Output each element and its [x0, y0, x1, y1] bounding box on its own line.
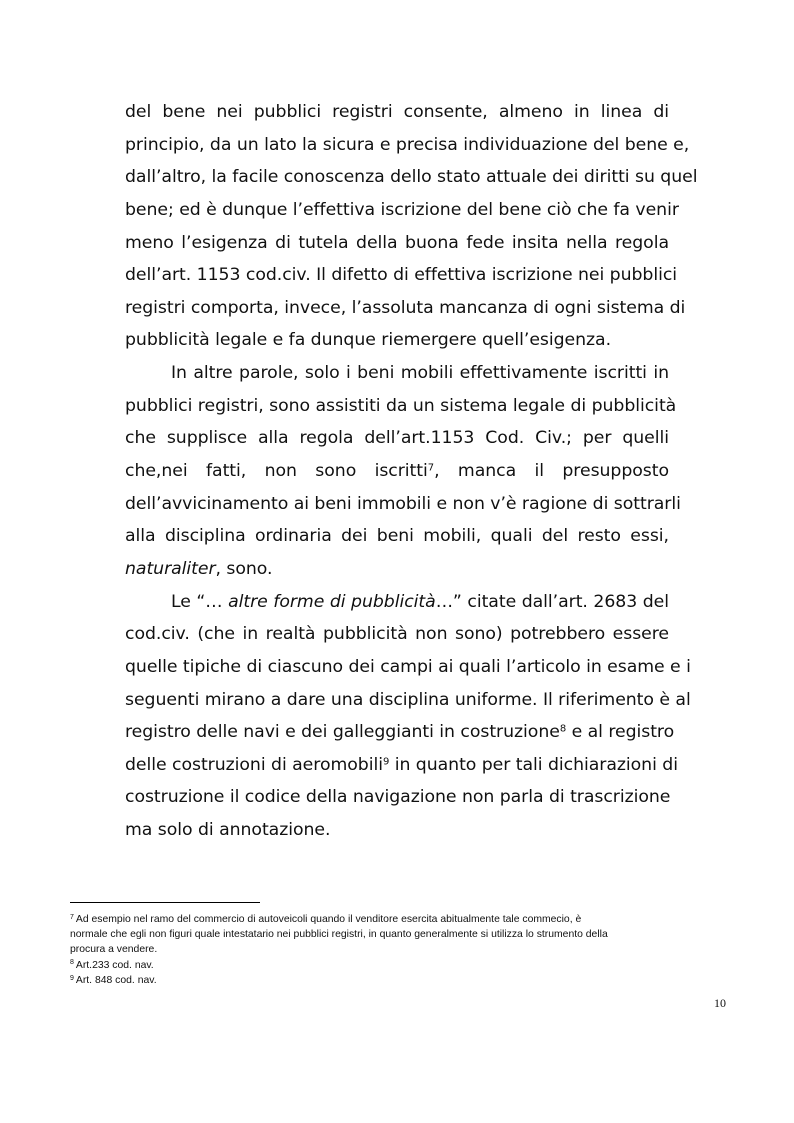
text-line: seguenti mirano a dare una disciplina uniforme. Il riferimento è al: [125, 689, 691, 710]
italic-term: naturaliter: [125, 558, 216, 579]
footnote-8: [70, 958, 726, 973]
footnote-text: Art.233 cod. nav.: [75, 959, 154, 971]
text-line: ma solo di annotazione.: [125, 820, 331, 841]
footnotes: [70, 912, 726, 988]
text-segment: , sono.: [215, 558, 273, 579]
text-segment: registro delle navi e dei galleggianti in costruzione: [125, 722, 560, 743]
text-line: dell’art. 1153 cod.civ. Il difetto di effettiva iscrizione nei pubblici: [125, 265, 678, 286]
text-line: che supplisce alla regola dell’art.1153 Cod. Civ.; per quelli: [125, 428, 669, 449]
text-line: pubblicità legale e fa dunque riemergere quell’esigenza.: [125, 330, 612, 351]
text-line: dall’altro, la facile conoscenza dello stato attuale dei diritti su quel: [125, 167, 698, 188]
text-line: bene; ed è dunque l’effettiva iscrizione del bene ciò che fa venir: [125, 199, 679, 220]
text-segment: , manca il presupposto: [434, 461, 669, 482]
text-line: pubblici registri, sono assistiti da un sistema legale di pubblicità: [125, 395, 677, 416]
text-line: cod.civ. (che in realtà pubblicità non sono) potrebbero essere: [125, 624, 669, 645]
footnote-ref-9[interactable]: 9: [382, 756, 390, 768]
text-line: alla disciplina ordinaria dei beni mobili, quali del resto essi,: [125, 526, 669, 547]
footnote-number: 8: [70, 959, 74, 967]
text-line: [125, 749, 678, 782]
text-line: meno l’esigenza di tutela della buona fede insita nella regola: [125, 232, 669, 253]
body-text: [125, 96, 698, 847]
text-line: [125, 553, 669, 586]
text-segment: delle costruzioni di aeromobili: [125, 754, 383, 775]
text-segment: Le “…: [171, 591, 229, 612]
text-segment: …” citate dall’art. 2683 del: [435, 591, 669, 612]
page-number: 10: [714, 996, 726, 1010]
text-segment: in quanto per tali dichiarazioni di: [389, 754, 678, 775]
footnote-9: [70, 973, 726, 988]
text-line: costruzione il codice della navigazione non parla di trascrizione: [125, 787, 671, 808]
text-line: In altre parole, solo i beni mobili effettivamente iscritti in: [171, 363, 669, 384]
text-line: registri comporta, invece, l’assoluta mancanza di ogni sistema di: [125, 297, 686, 318]
footnote-7-continued: normale che egli non figuri quale intestatario nei pubblici registri, in quanto generalmente si utilizza lo strumento della: [70, 929, 608, 941]
text-line: [125, 455, 669, 488]
footnote-ref-8[interactable]: 8: [559, 723, 567, 735]
footnote-7-continued: procura a vendere.: [70, 944, 158, 956]
footnote-number: 7: [70, 913, 74, 921]
text-segment: e al registro: [566, 722, 675, 743]
footnote-separator: [70, 902, 260, 903]
footnote-7: [70, 912, 726, 927]
text-segment: che,nei fatti, non sono iscritti: [125, 461, 428, 482]
text-line: dell’avvicinamento ai beni immobili e non v’è ragione di sottrarli: [125, 493, 681, 514]
text-line: [125, 716, 675, 749]
text-line: quelle tipiche di ciascuno dei campi ai quali l’articolo in esame e i: [125, 656, 691, 677]
footnote-text: Art. 848 cod. nav.: [75, 974, 157, 986]
footnote-text: Ad esempio nel ramo del commercio di autoveicoli quando il venditore esercita abitualmente tale commecio, è: [75, 914, 582, 925]
text-line: principio, da un lato la sicura e precisa individuazione del bene e,: [125, 134, 690, 155]
footnote-ref-7[interactable]: 7: [427, 462, 435, 474]
text-line: del bene nei pubblici registri consente, almeno in linea di: [125, 102, 669, 122]
text-line: [125, 586, 669, 619]
italic-quote: altre forme di pubblicità: [228, 591, 436, 612]
footnote-number: 9: [70, 974, 74, 982]
